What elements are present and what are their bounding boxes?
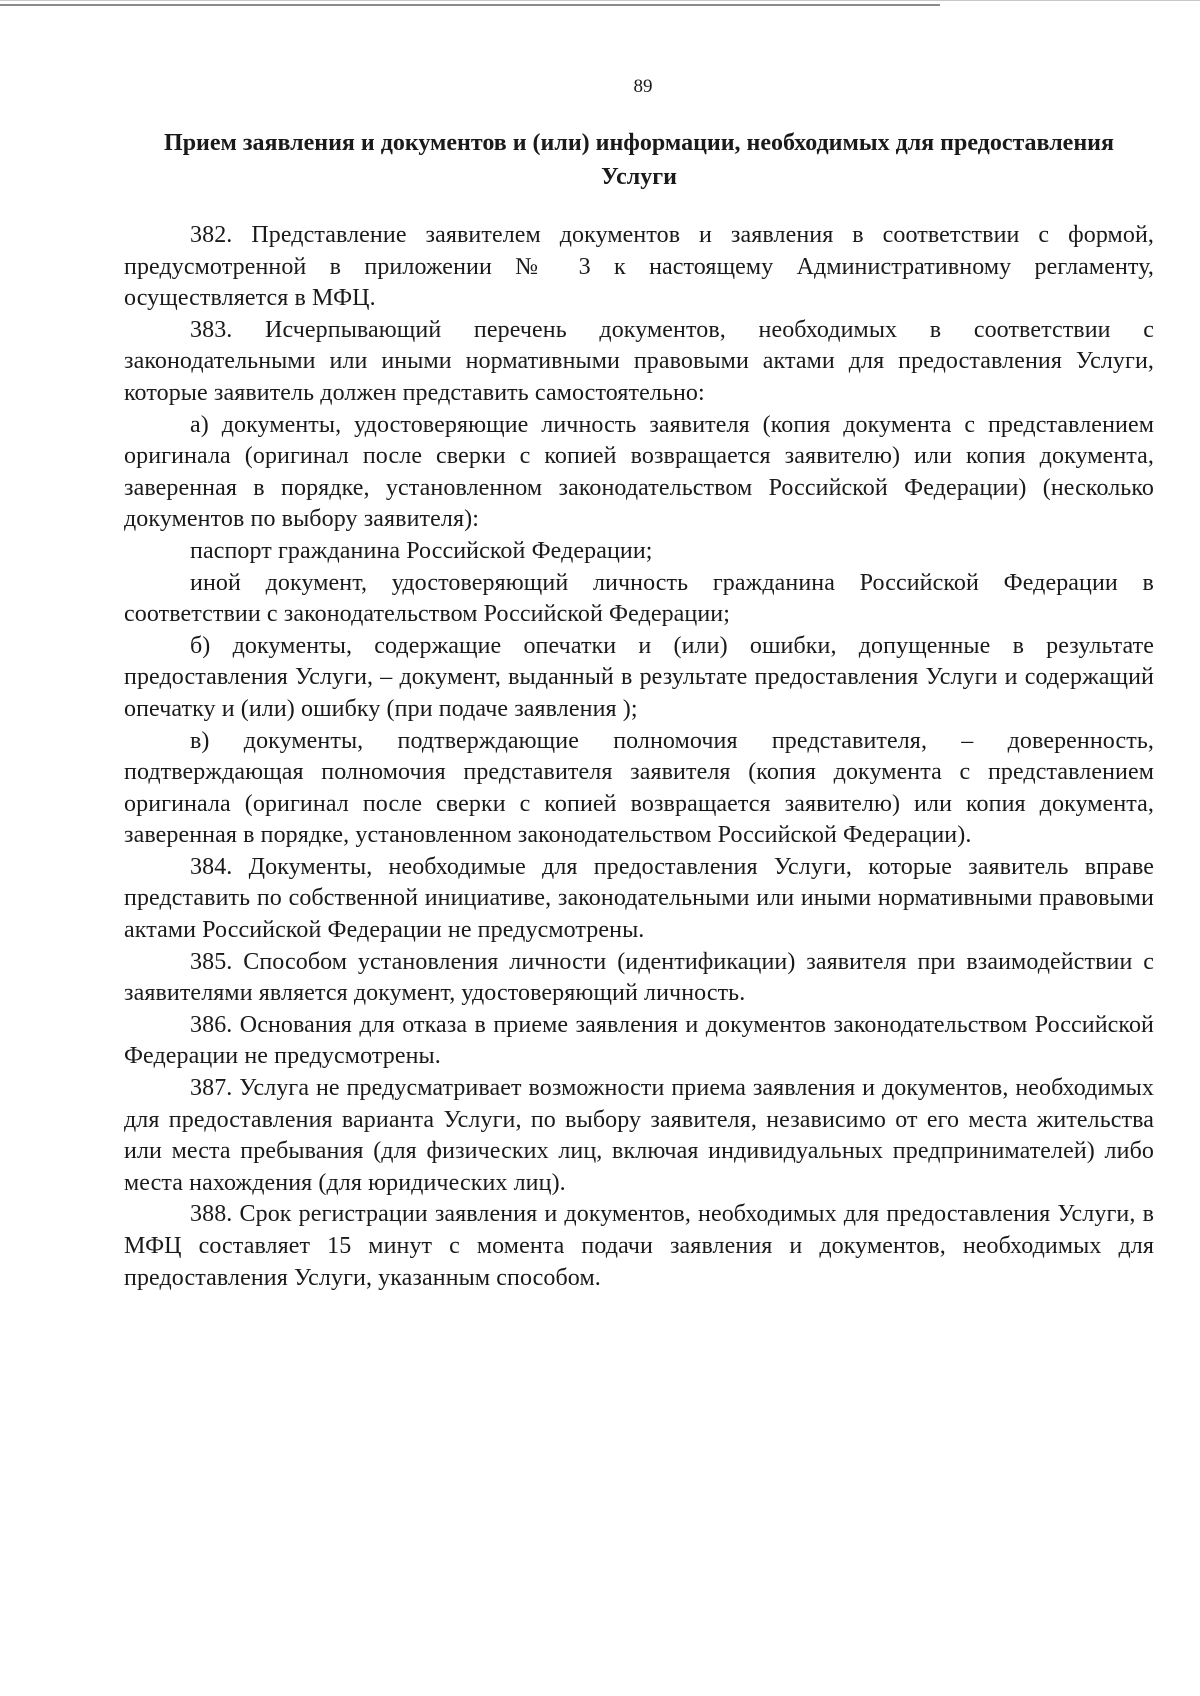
paragraph-384: 384. Документы, необходимые для предоставления Услуги, которые заявитель вправе представить по собственной инициативе, законодательными или иными нормативными правовыми актами Российской Федерации не предусмотрены.	[124, 853, 1154, 944]
paragraph-388: 388. Срок регистрации заявления и документов, необходимых для предоставления Услуги, в МФЦ составляет 15 минут с момента подачи заявления и документов, необходимых для предоставления Услуги, указанным способом.	[124, 1201, 1154, 1291]
paragraph-387: 387. Услуга не предусматривает возможности приема заявления и документов, необходимых для предоставления варианта Услуги, по выбору заявителя, независимо от его места жительства или места пребывания (для физических лиц, включая индивидуальных предпринимателей) либо места нахождения (для юридических лиц).	[124, 1075, 1154, 1196]
document-page	[124, 76, 1154, 1294]
scan-edge-line	[0, 0, 1200, 1]
paragraph-383-a-other-id: иной документ, удостоверяющий личность гражданина Российской Федерации в соответствии с законодательством Российской Федерации;	[124, 569, 1154, 628]
paragraph-383-a: а) документы, удостоверяющие личность заявителя (копия документа с представлением оригинала (оригинал после сверки с копией возвращается заявителю) или копия документа, заверенная в порядке, установленном законодательством Российской Федерации) (несколько документов по выбору заявителя):	[124, 411, 1154, 533]
scan-top-line	[0, 4, 940, 6]
section-title: Прием заявления и документов и (или) информации, необходимых для предоставления Услуги	[164, 130, 1114, 190]
paragraph-382: 382. Представление заявителем документов и заявления в соответствии с формой, предусмотренной в приложении № 3 к настоящему Административному регламенту, осуществляется в МФЦ.	[124, 222, 1154, 312]
document-body	[124, 220, 1154, 1294]
paragraph-385: 385. Способом установления личности (идентификации) заявителя при взаимодействии с заявителями является документ, удостоверяющий личность.	[124, 948, 1154, 1007]
paragraph-386: 386. Основания для отказа в приеме заявления и документов законодательством Российской Федерации не предусмотрены.	[124, 1011, 1154, 1070]
paragraph-383-b: б) документы, содержащие опечатки и (или) ошибки, допущенные в результате предоставления Услуги, – документ, выданный в результате предоставления Услуги и содержащий опечатку и (или) ошибку (при подаче заявления );	[124, 632, 1154, 722]
paragraph-383: 383. Исчерпывающий перечень документов, необходимых в соответствии с законодательными или иными нормативными правовыми актами для предоставления Услуги, которые заявитель должен представить самостоятельно:	[124, 316, 1154, 406]
paragraph-383-v: в) документы, подтверждающие полномочия представителя, – доверенность, подтверждающая полномочия представителя заявителя (копия документа с представлением оригинала (оригинал после сверки с копией возвращается заявителю) или копия документа, заверенная в порядке, установленном законодательством Российской Федерации).	[124, 727, 1154, 849]
page-number: 89	[633, 76, 653, 97]
paragraph-383-a-passport: паспорт гражданина Российской Федерации;	[190, 537, 653, 564]
